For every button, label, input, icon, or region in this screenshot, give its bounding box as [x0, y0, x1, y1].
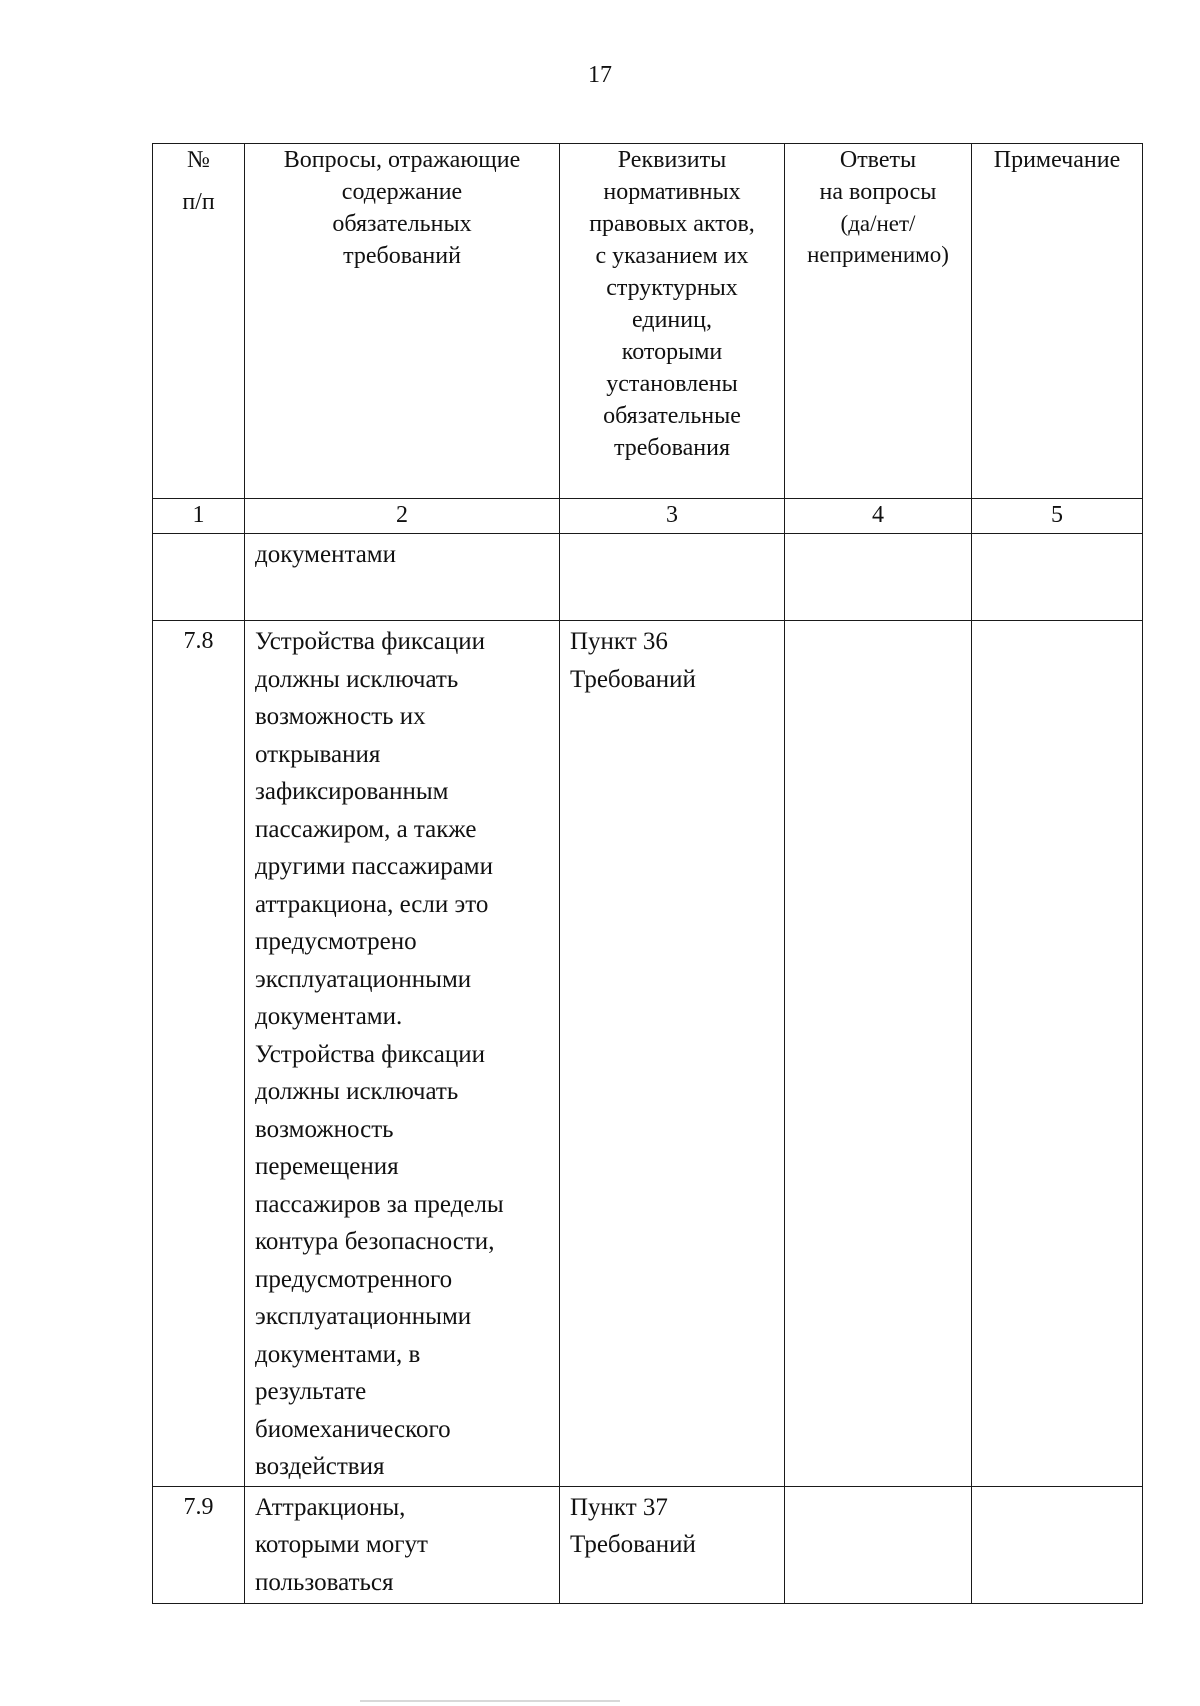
column-index-cell: 1: [153, 499, 245, 534]
question-line: биомеханического: [255, 1415, 451, 1443]
header-number-label: п/п: [182, 189, 215, 215]
row-requisite-cell: [560, 534, 785, 621]
row-answer-cell: [785, 621, 972, 1487]
header-requisites-line: установлены: [606, 371, 738, 397]
row-number-cell: [153, 534, 245, 621]
question-line: должны исключать: [255, 1078, 459, 1105]
question-line: должны исключать: [255, 665, 459, 693]
question-line: воздействия: [255, 1453, 385, 1480]
question-line: предусмотрено: [255, 928, 417, 955]
row-number-cell: 7.8: [153, 621, 245, 1487]
header-requisites-line: нормативных: [603, 179, 741, 205]
question-line: Устройства фиксации: [255, 1040, 485, 1068]
row-note-cell: [972, 621, 1143, 1487]
column-index-cell: 2: [245, 499, 560, 534]
header-requisites-line: требования: [613, 435, 731, 461]
header-requisites-cell: [560, 144, 785, 499]
question-line: пассажиров за пределы: [255, 1190, 504, 1218]
header-answers-line: Ответы: [839, 147, 917, 173]
requisite-line: Требований: [570, 1531, 696, 1558]
requisite-line: Требований: [570, 665, 696, 693]
header-questions-cell: [245, 144, 560, 499]
header-answers-line: неприменимо): [807, 242, 949, 267]
question-line: пассажиром, а также: [255, 815, 477, 843]
header-requisites-line: структурных: [606, 275, 738, 301]
header-requisites-line: обязательные: [603, 403, 741, 429]
header-notes-label: Примечание: [993, 147, 1121, 173]
header-requisites-line: которыми: [621, 339, 723, 365]
column-index-cell: 5: [972, 499, 1143, 534]
row-question-cell: [245, 621, 560, 1487]
question-line: документами, в: [255, 1340, 421, 1368]
row-requisite-cell: [560, 621, 785, 1487]
header-questions-line: Вопросы, отражающие: [283, 147, 521, 173]
question-line: контура безопасности,: [255, 1228, 495, 1255]
question-line: документами.: [255, 1003, 403, 1030]
table-row: [153, 1486, 1143, 1603]
row-requisite-cell: [560, 1486, 785, 1603]
row-number-cell: 7.9: [153, 1486, 245, 1603]
header-answers-line: на вопросы: [819, 179, 937, 205]
row-question-cell: [245, 1486, 560, 1603]
question-line: возможность их: [255, 703, 426, 730]
row-note-cell: [972, 534, 1143, 621]
question-line: эксплуатационными: [255, 1303, 472, 1330]
column-index-cell: 3: [560, 499, 785, 534]
requisite-line: Пункт 37: [570, 1493, 668, 1521]
column-index-row: [153, 499, 1143, 534]
row-answer-cell: [785, 534, 972, 621]
question-line: Устройства фиксации: [255, 628, 485, 655]
column-index-cell: 4: [785, 499, 972, 534]
row-question-cell: [245, 534, 560, 621]
row-note-cell: [972, 1486, 1143, 1603]
question-line: перемещения: [255, 1153, 399, 1180]
page-number: 17: [588, 62, 612, 88]
header-answers-cell: [785, 144, 972, 499]
header-number-sign: №: [187, 147, 210, 173]
header-requisites-line: правовых актов,: [589, 211, 755, 237]
question-line: пользоваться: [255, 1568, 394, 1596]
question-line: эксплуатационными: [255, 965, 472, 993]
header-questions-line: содержание: [341, 179, 463, 205]
question-line: другими пассажирами: [255, 853, 493, 880]
requisite-line: Пункт 36: [570, 628, 668, 655]
header-number-cell: [153, 144, 245, 499]
question-line: которыми могут: [255, 1531, 428, 1558]
question-line: Аттракционы,: [255, 1493, 406, 1521]
header-requisites-line: Реквизиты: [617, 147, 727, 173]
question-line: документами: [255, 541, 397, 568]
header-requisites-line: с указанием их: [595, 243, 749, 269]
table-row: [153, 534, 1143, 621]
scan-artifact-line: [360, 1700, 620, 1702]
question-line: возможность: [255, 1115, 394, 1143]
row-answer-cell: [785, 1486, 972, 1603]
question-line: результате: [255, 1378, 367, 1405]
header-requisites-line: единиц,: [632, 307, 712, 333]
table-row: [153, 621, 1143, 1487]
question-line: аттракциона, если это: [255, 890, 489, 918]
question-line: зафиксированным: [255, 778, 449, 805]
header-answers-line: (да/нет/: [840, 211, 916, 236]
header-notes-cell: [972, 144, 1143, 499]
header-questions-line: обязательных: [332, 211, 472, 237]
requirements-checklist-table: [152, 143, 1143, 1604]
question-line: открывания: [255, 740, 381, 768]
header-questions-line: требований: [343, 243, 461, 269]
question-line: предусмотренного: [255, 1265, 453, 1293]
table-header-row: [153, 144, 1143, 499]
